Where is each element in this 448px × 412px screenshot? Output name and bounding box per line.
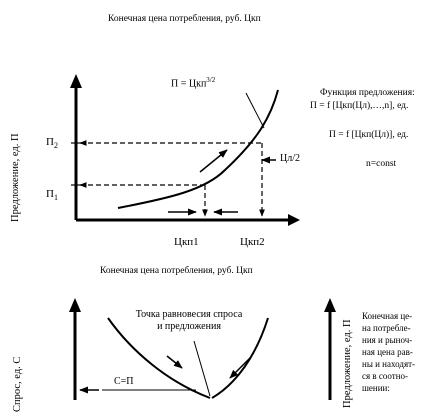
side-note-line: шении: (362, 383, 390, 393)
fig2-y-axis-left-label: Спрос, ед. С (12, 356, 23, 412)
fig1-x-axis-caption: Конечная цена потребления, руб. Цкп (100, 266, 253, 276)
side-note-line: на потребле- (362, 323, 411, 333)
label-c-eq-p: С=П (114, 376, 134, 387)
curve-formula: П = Цкп$^{3/2}$ (171, 76, 216, 90)
fig1-y-axis-label: Предложение, ед. П (10, 133, 21, 222)
side-note-line: ная цена рав- (362, 347, 413, 357)
fig2-arrows (80, 341, 250, 396)
equilibrium-label: Точка равновесия спроса и предложения (135, 309, 243, 332)
tick-label-x1: Цкп1 (174, 236, 199, 248)
tick-label-x2: Цкп2 (240, 236, 265, 248)
side-note (362, 310, 415, 394)
side-note-line: ны и находят- (362, 359, 416, 369)
side-note-line: Конечная це- (362, 311, 413, 321)
supply-function-line2: П = f [Цкп(Цл)], ед. (329, 130, 409, 140)
tick-label-p2: $П_2$ (46, 136, 58, 151)
top-caption: Конечная цена потребления, руб. Цкп (108, 14, 261, 24)
side-note-line: ния и рыноч- (362, 335, 413, 345)
fig2-y-axis-right-label: Предложение, ед. П (342, 319, 353, 408)
tick-label-p1: $П_1$ (46, 188, 58, 203)
fig1-guides (80, 143, 262, 216)
supply-function-line3: n=const (366, 159, 397, 169)
supply-function-line1: П = f [Цкп(Цл),…,n], ед. (310, 101, 409, 111)
fig1-axes (70, 74, 300, 226)
fig1-movement-arrows (168, 93, 276, 212)
supply-function-title: Функция предложения: (320, 88, 415, 98)
side-note-line: ся в соотно- (362, 371, 409, 381)
label-tsl2: Цл/2 (280, 153, 300, 164)
